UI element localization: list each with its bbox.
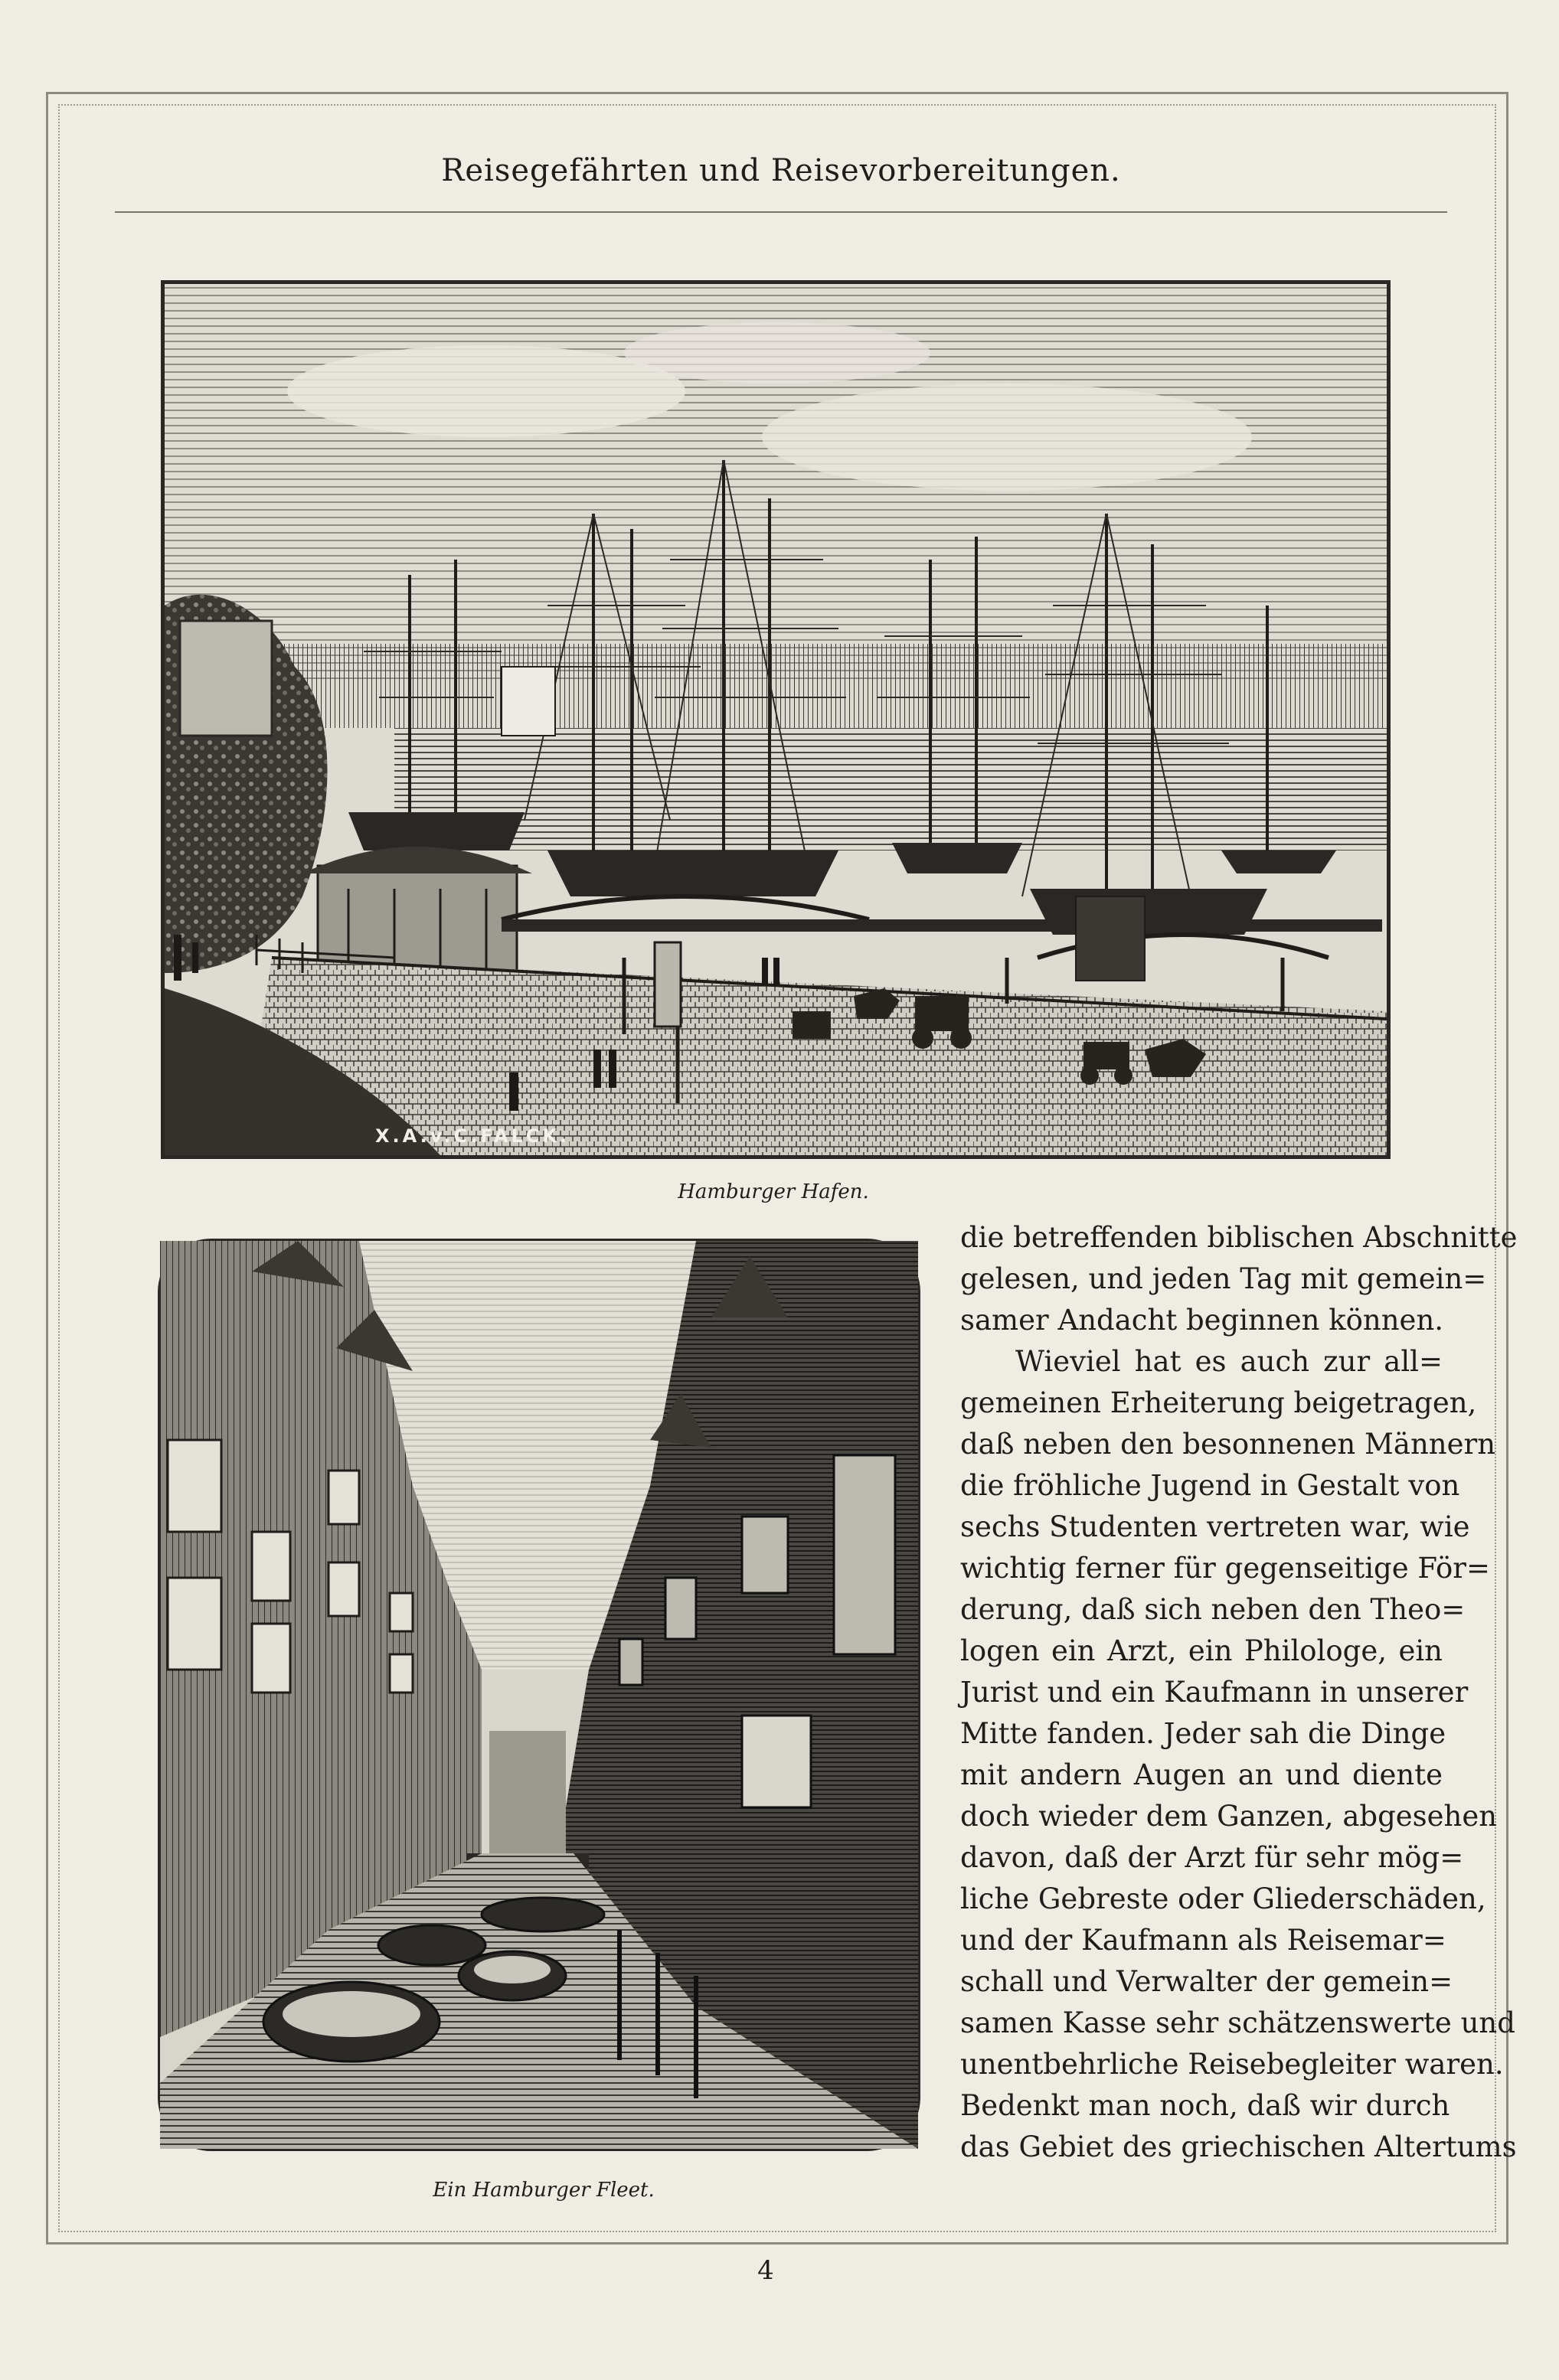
text-line: gelesen, und jeden Tag mit gemein= (960, 1262, 1487, 1295)
text-line: derung, daß sich neben den Theo= (960, 1593, 1466, 1626)
text-line: mit andern Augen an und diente (960, 1758, 1443, 1791)
canal-engraving (158, 1239, 920, 2151)
text-line: samer Andacht beginnen können. (960, 1304, 1444, 1337)
header-rule (115, 211, 1447, 213)
text-line: logen ein Arzt, ein Philologe, ein (960, 1634, 1443, 1667)
text-line: davon, daß der Arzt für sehr mög= (960, 1841, 1464, 1874)
engraver-signature: X.A.v.C.FALCK. (375, 1125, 570, 1147)
text-line: liche Gebreste oder Gliederschäden, (960, 1882, 1486, 1915)
text-line: daß neben den besonnenen Männern (960, 1428, 1496, 1461)
canal-caption: Ein Hamburger Fleet. (433, 2179, 655, 2202)
page-number: 4 (757, 2255, 774, 2286)
text-line: das Gebiet des griechischen Altertums (960, 2130, 1517, 2163)
text-line: gemeinen Erheiterung beigetragen, (960, 1386, 1477, 1419)
harbor-engraving (161, 280, 1391, 1159)
text-line: unentbehrliche Reisebegleiter waren. (960, 2048, 1504, 2081)
text-line: doch wieder dem Ganzen, abgesehen (960, 1800, 1498, 1833)
text-line: die betreffenden biblischen Abschnitte (960, 1221, 1518, 1254)
text-line: sechs Studenten vertreten war, wie (960, 1510, 1470, 1543)
harbor-caption: Hamburger Hafen. (678, 1180, 869, 1203)
body-text-column (960, 1217, 1518, 2168)
text-line: und der Kaufmann als Reisemar= (960, 1924, 1446, 1957)
text-line: samen Kasse sehr schätzenswerte und (960, 2006, 1515, 2039)
running-head: Reisegefährten und Reisevorbereitungen. (441, 153, 1121, 188)
text-line: wichtig ferner für gegenseitige För= (960, 1552, 1490, 1585)
text-line: schall und Verwalter der gemein= (960, 1965, 1453, 1998)
text-line: die fröhliche Jugend in Gestalt von (960, 1469, 1460, 1502)
text-line: Wieviel hat es auch zur all= (1015, 1345, 1443, 1378)
text-line: Bedenkt man noch, daß wir durch (960, 2089, 1450, 2122)
canal-illustration (160, 1241, 918, 2149)
harbor-illustration (165, 284, 1387, 1155)
text-line: Jurist und ein Kaufmann in unserer (960, 1676, 1469, 1709)
text-line: Mitte fanden. Jeder sah die Dinge (960, 1717, 1446, 1750)
